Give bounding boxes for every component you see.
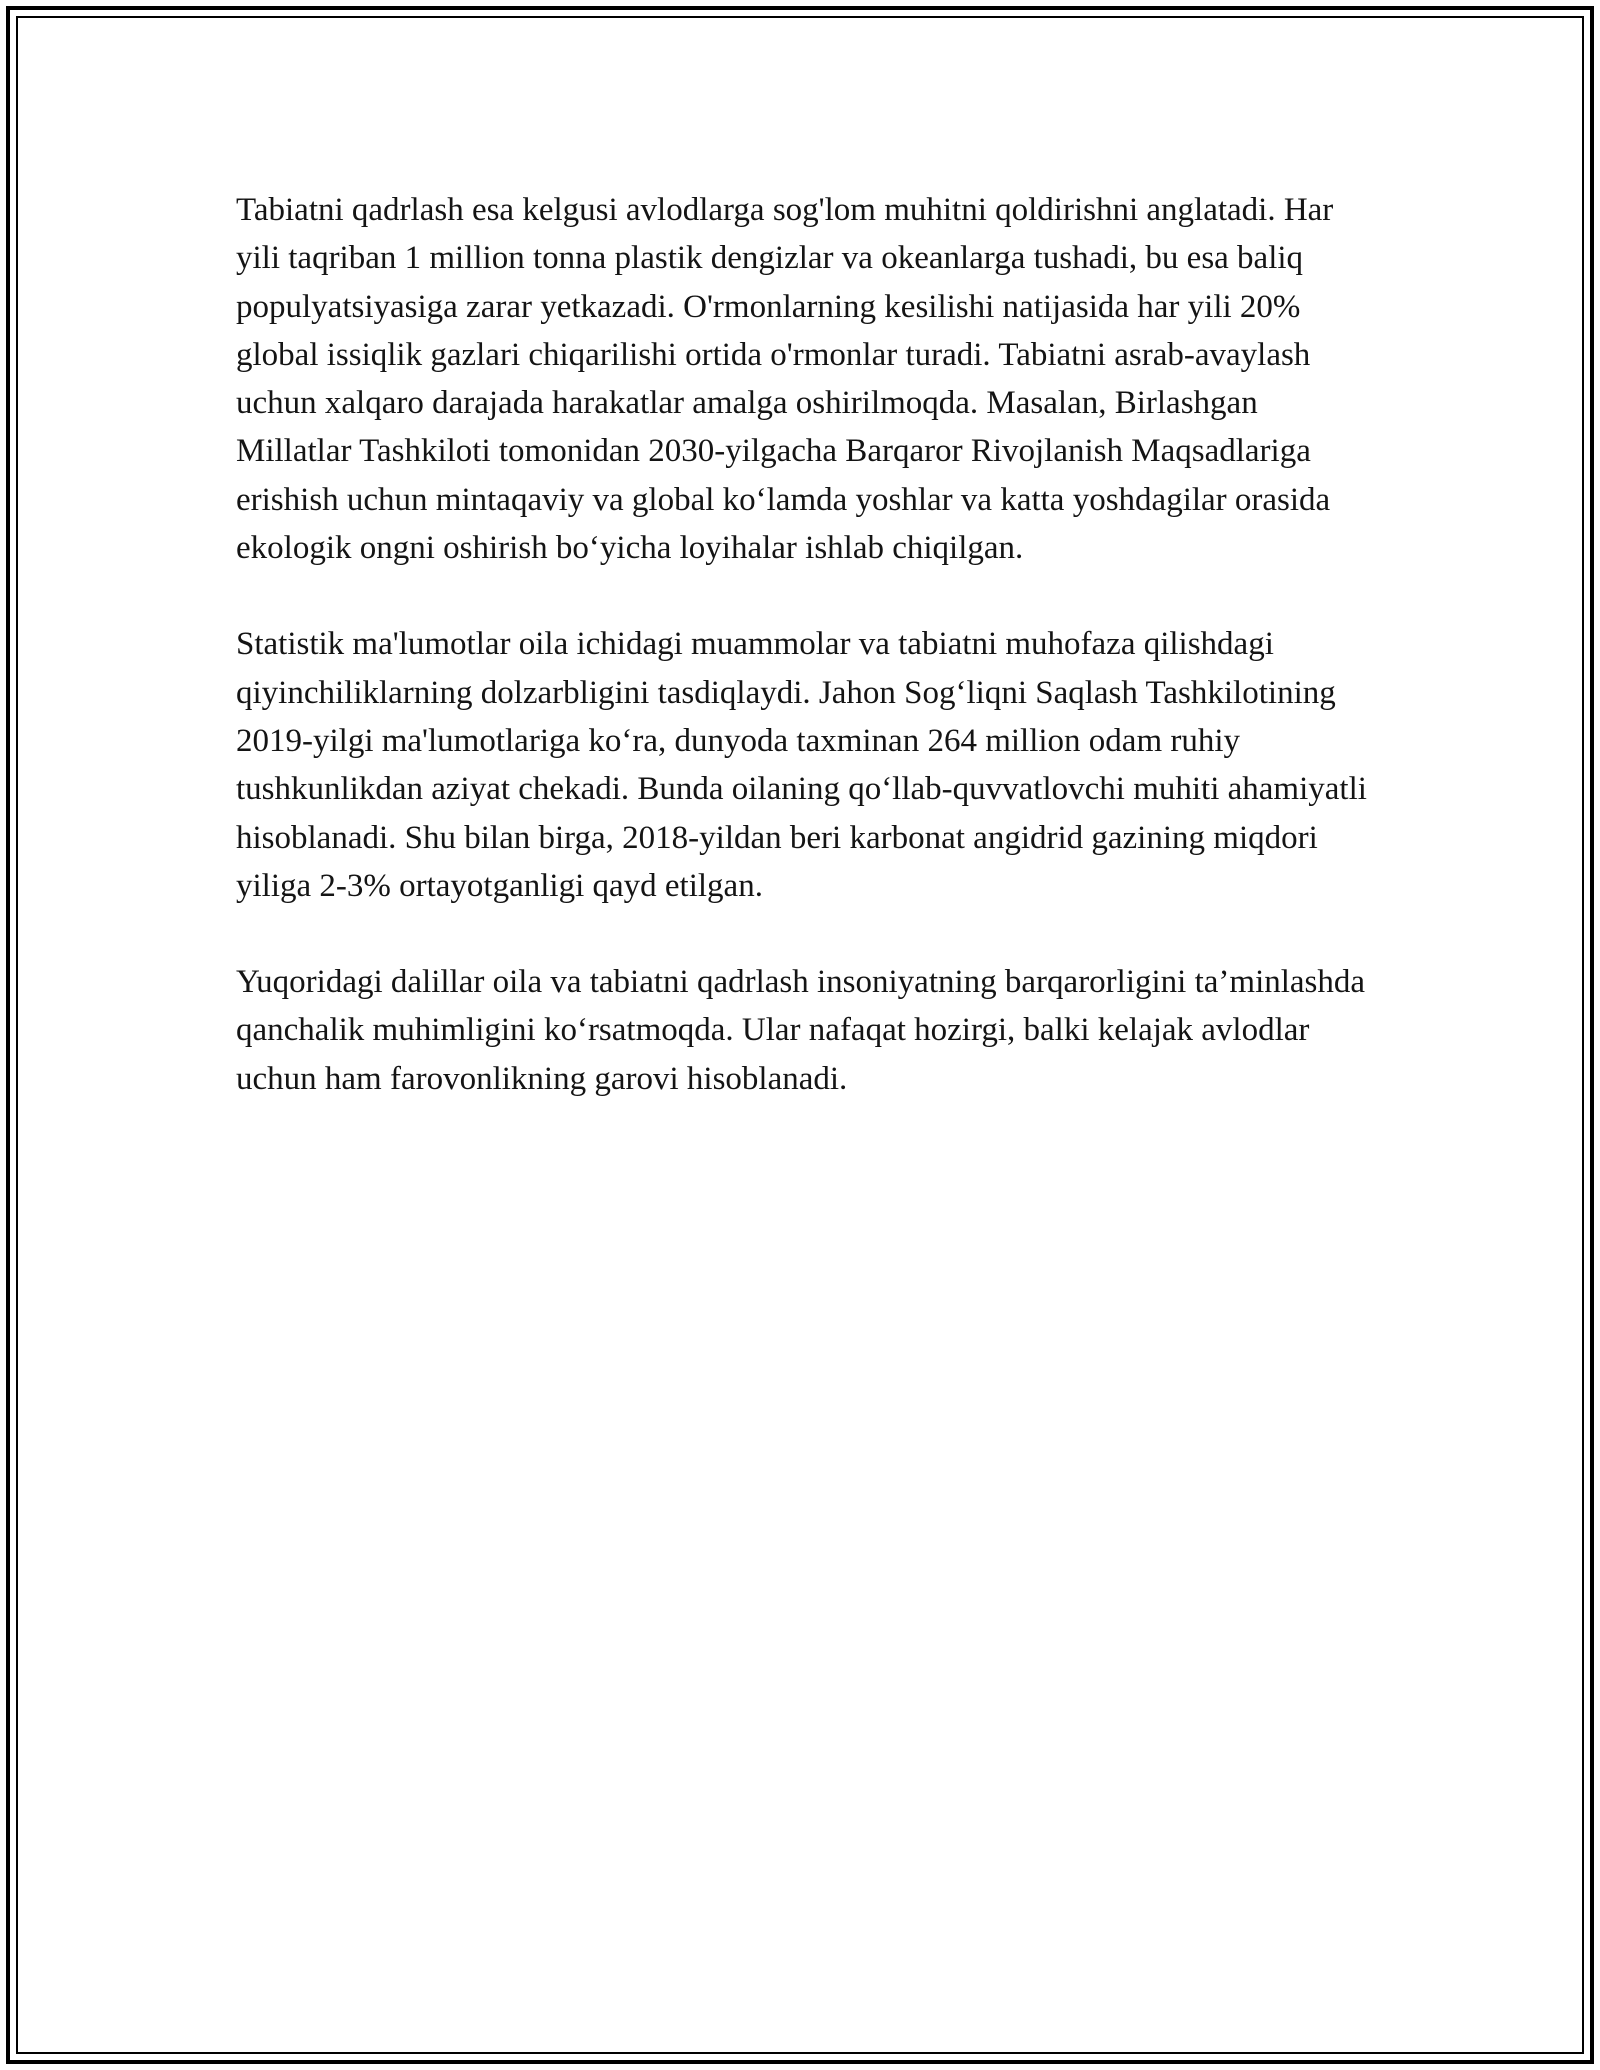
document-body [236,186,1376,1151]
paragraph-nature: Tabiatni qadrlash esa kelgusi avlodlarga sog'lom muhitni qoldirishni anglatadi. Har yili taqriban 1 million tonna plastik dengizlar va okeanlarga tushadi, bu esa baliq populyatsiyasiga zarar yetkazadi. O'rmonlarning kesilishi natijasida har yili 20% global issiqlik gazlari chiqarilishi ortida o'rmonlar turadi. Tabiatni asrab-avaylash uchun xalqaro darajada harakatlar amalga oshirilmoqda. Masalan, Birlashgan Millatlar Tashkiloti tomonidan 2030-yilgacha Barqaror Rivojlanish Maqsadlariga erishish uchun mintaqaviy va global ko‘lamda yoshlar va katta yoshdagilar orasida ekologik ongni oshirish bo‘yicha loyihalar ishlab chiqilgan. [236,192,1334,567]
paragraph-conclusion: Yuqoridagi dalillar oila va tabiatni qadrlash insoniyatning barqarorligini ta’minlashda qanchalik muhimligini ko‘rsatmoqda. Ular nafaqat hozirgi, balki kelajak avlodlar uchun ham farovonlikning garovi hisoblanadi. [236,964,1366,1097]
paragraph-statistics: Statistik ma'lumotlar oila ichidagi muammolar va tabiatni muhofaza qilishdagi qiyinchiliklarning dolzarbligini tasdiqlaydi. Jahon Sog‘liqni Saqlash Tashkilotining 2019-yilgi ma'lumotlariga ko‘ra, dunyoda taxminan 264 million odam ruhiy tushkunlikdan aziyat chekadi. Bunda oilaning qo‘llab-quvvatlovchi muhiti ahamiyatli hisoblanadi. Shu bilan birga, 2018-yildan beri karbonat angidrid gazining miqdori yiliga 2-3% ortayotganligi qayd etilgan. [236,626,1367,904]
